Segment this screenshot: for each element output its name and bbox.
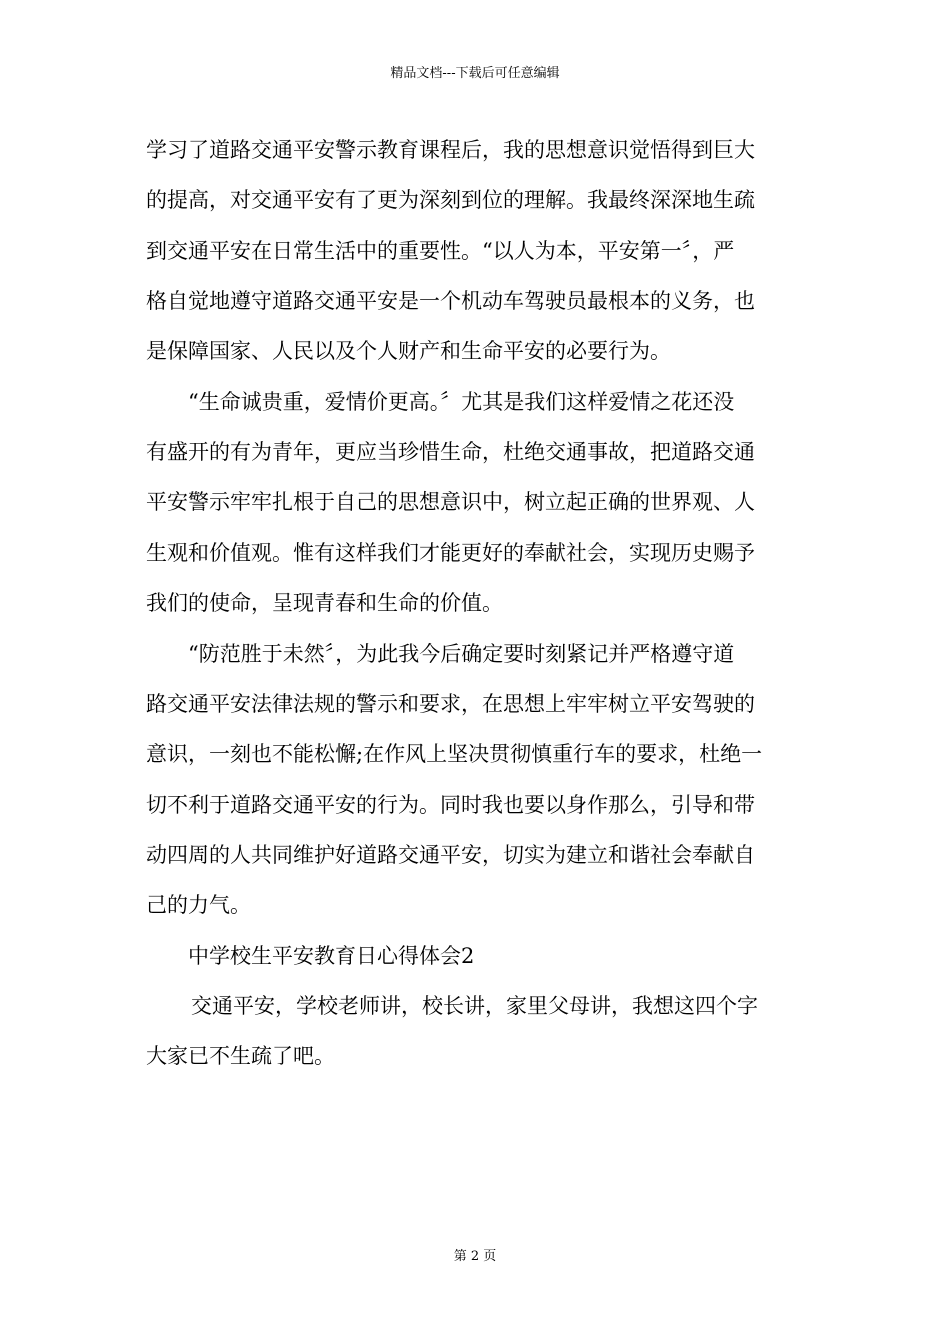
- page-header: 精品文档---下载后可任意编辑: [390, 66, 560, 81]
- paragraph-3-line-4: 切不利于道路交通平安的行为。同时我也要以身作那么，引导和带: [146, 793, 755, 817]
- paragraph-3-line-6: 己的力气。: [146, 893, 251, 917]
- paragraph-2-line-3: 平安警示牢牢扎根于自己的思想意识中，树立起正确的世界观、人: [146, 490, 755, 514]
- paragraph-2-line-1: “生命诚贵重，爱情价更高。〞尤其是我们这样爱情之花还没: [188, 390, 735, 414]
- page-number: 第 2 页: [453, 1249, 497, 1264]
- paragraph-3-line-3: 意识，一刻也不能松懈;在作风上坚决贯彻慎重行车的要求，杜绝一: [146, 742, 763, 766]
- paragraph-1-line-2: 的提高，对交通平安有了更为深刻到位的理解。我最终深深地生疏: [146, 188, 755, 212]
- paragraph-2-line-4: 生观和价值观。惟有这样我们才能更好的奉献社会，实现历史赐予: [146, 541, 755, 565]
- paragraph-1-line-3: 到交通平安在日常生活中的重要性。“以人为本，平安第一〞，严: [146, 239, 735, 263]
- paragraph-3-line-5: 动四周的人共同维护好道路交通平安，切实为建立和谐社会奉献自: [146, 843, 755, 867]
- paragraph-1-line-5: 是保障国家、人民以及个人财产和生命平安的必要行为。: [146, 339, 671, 363]
- paragraph-4-line-1: 交通平安，学校老师讲，校长讲，家里父母讲，我想这四个字: [191, 994, 758, 1018]
- paragraph-1-line-1: 学习了道路交通平安警示教育课程后，我的思想意识觉悟得到巨大: [146, 138, 755, 162]
- paragraph-3-line-1: “防范胜于未然〞，为此我今后确定要时刻紧记并严格遵守道: [188, 642, 735, 666]
- paragraph-2-line-2: 有盛开的有为青年，更应当珍惜生命，杜绝交通事故，把道路交通: [146, 440, 755, 464]
- paragraph-3-line-2: 路交通平安法律法规的警示和要求，在思想上牢牢树立平安驾驶的: [146, 692, 755, 716]
- paragraph-2-line-5: 我们的使命，呈现青春和生命的价值。: [146, 591, 503, 615]
- paragraph-4-line-2: 大家已不生疏了吧。: [146, 1044, 335, 1068]
- section-heading: 中学校生平安教育日心得体会2: [188, 944, 475, 968]
- paragraph-1-line-4: 格自觉地遵守道路交通平安是一个机动车驾驶员最根本的义务，也: [146, 289, 755, 313]
